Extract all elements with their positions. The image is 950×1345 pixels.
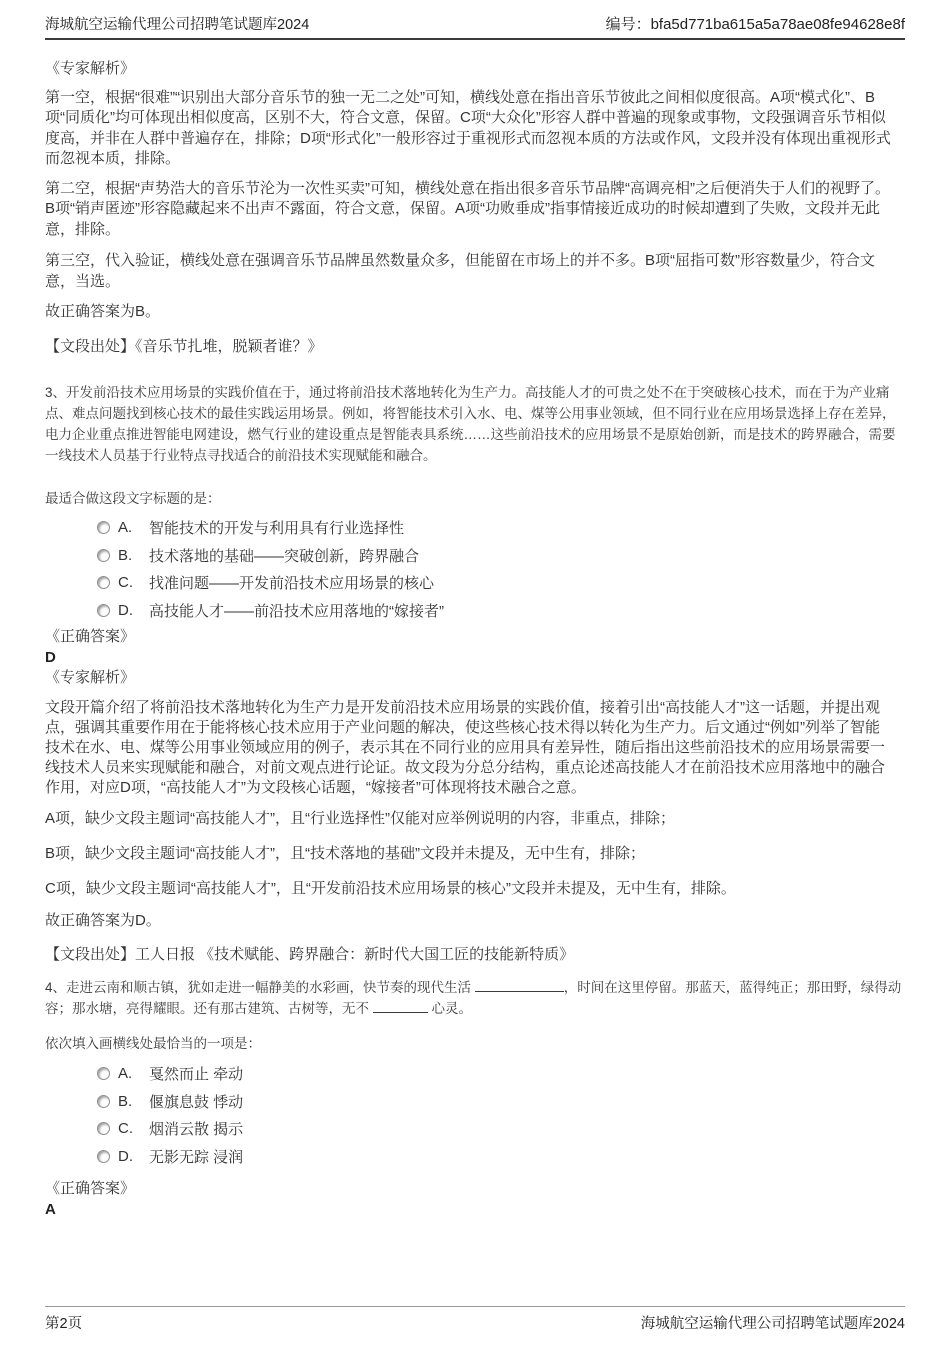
option-letter: B.: [118, 1092, 133, 1110]
question-4-prompt: 依次填入画横线处最恰当的一项是：: [45, 1036, 261, 1051]
radio-button[interactable]: [97, 576, 110, 589]
blank-underline-2: [373, 999, 428, 1013]
correct-answer-line: 故正确答案为D。: [45, 912, 161, 929]
radio-button[interactable]: [97, 604, 110, 617]
correct-answer-header: 《正确答案》: [45, 628, 136, 645]
analysis-option-b: B项，缺少文段主题词“高技能人才”，且“技术落地的基础”文段并未提及，无中生有，排除；: [45, 844, 645, 862]
header-title: 海城航空运输代理公司招聘笔试题库2024: [45, 17, 310, 33]
radio-button[interactable]: [97, 1122, 110, 1135]
analysis-option-a: A项，缺少文段主题词“高技能人才”，且“行业选择性”仅能对应举例说明的内容，非重点，排除；: [45, 809, 675, 827]
page-header: [45, 0, 905, 40]
option-letter: A.: [118, 519, 133, 537]
option-row-c[interactable]: [45, 569, 905, 597]
question-3-text: 3、开发前沿技术应用场景的实践价值在于，通过将前沿技术落地转化为生产力。高技能人才的可贵之处不在于突破核心技术，而在于为产业痛点、难点问题找到核心技术的最佳实践运用场景。例如，将智能技术引入水、电、煤等公用事业领域，但不同行业在应用场景选择上存在差异，电力企业重点推进智能电网建设，燃气行业的建设重点是智能表具系统……这些前沿技术的应用场景不是原始创新，而是技术的跨界融合，需要一线技术人员基于行业特点寻找适合的前沿技术实现赋能和融合。: [45, 385, 896, 463]
question-4-text-part1: 4、走进云南和顺古镇，犹如走进一幅静美的水彩画，快节奏的现代生活: [45, 980, 475, 995]
option-row-b[interactable]: [45, 1088, 905, 1116]
radio-button[interactable]: [97, 521, 110, 534]
option-text: 偃旗息鼓 悸动: [149, 1093, 244, 1111]
expert-analysis-header: 《专家解析》: [45, 669, 136, 686]
source-line: 【文段出处】《音乐节扎堆，脱颖者谁？》: [45, 337, 323, 355]
option-text: 无影无踪 浸润: [149, 1148, 244, 1166]
analysis-paragraph: 第一空，根据“很难”“识别出大部分音乐节的独一无二之处”可知，横线处意在指出音乐节彼此之间相似度很高。A项“模式化”、B项“同质化”均可体现出相似度高，区别不大，符合文意，保留。C项“大众化”形容人群中普遍的现象或事物，文段强调音乐节相似度高，并非在人群中普遍存在，排除；D项“形式化”一般形容过于重视形式而忽视本质的方法或作风，文段并没有体现出重视形式而忽视本质，排除。: [45, 88, 891, 167]
question-4-text-part2: ，时间在这里停留。那蓝天，蓝得纯正；那田野，绿得动容；那水塘，亮得耀眼。还有那古建筑、古树等，无不: [45, 980, 902, 1016]
page-content: [0, 59, 950, 1220]
question-4-text-part3: 心灵。: [427, 1001, 473, 1016]
footer-page-number: 第2页: [45, 1316, 83, 1332]
analysis-option-c: C项，缺少文段主题词“高技能人才”，且“开发前沿技术应用场景的核心”文段并未提及，无中生有，排除。: [45, 879, 736, 897]
option-text: 找准问题——开发前沿技术应用场景的核心: [149, 575, 435, 593]
expert-analysis-header: 《专家解析》: [45, 60, 136, 77]
analysis-paragraph: 文段开篇介绍了将前沿技术落地转化为生产力是开发前沿技术应用场景的实践价值，接着引出“高技能人才”这一话题，并提出观点，强调其重要作用在于能将核心技术应用于产业问题的解决，使这些核心技术得以转化为生产力。后文通过“例如”列举了智能技术在水、电、煤等公用事业领域应用的例子，表示其在不同行业的应用具有差异性，随后指出这些前沿技术的应用场景需要一线技术人员来实现赋能和融合，对前文观点进行论证。故文段为分总分结构，重点论述高技能人才在前沿技术应用落地中的融合作用，对应D项，“高技能人才”为文段核心话题，“嫁接者”可体现将技术融合之意。: [45, 698, 886, 796]
analysis-paragraph: 第三空，代入验证，横线处意在强调音乐节品牌虽然数量众多，但能留在市场上的并不多。B项“屈指可数”形容数量少，符合文意，当选。: [45, 252, 876, 290]
question-3-options: [45, 514, 905, 624]
radio-button[interactable]: [97, 1150, 110, 1163]
option-letter: D.: [118, 601, 133, 619]
option-text: 智能技术的开发与利用具有行业选择性: [149, 520, 405, 538]
radio-button[interactable]: [97, 1067, 110, 1080]
option-letter: C.: [118, 574, 133, 592]
question-4-text: [45, 977, 905, 1019]
footer-title: 海城航空运输代理公司招聘笔试题库2024: [640, 1316, 905, 1332]
option-letter: B.: [118, 546, 133, 564]
question-3-prompt: 最适合做这段文字标题的是：: [45, 491, 221, 506]
analysis-paragraph: 第二空，根据“声势浩大的音乐节沦为一次性买卖”可知，横线处意在指出很多音乐节品牌“高调亮相”之后便消失于人们的视野了。B项“销声匿迹”形容隐藏起来不出声不露面，符合文意，保留。A项“功败垂成”指事情接近成功的时候却遭到了失败，文段并无此意，排除。: [45, 179, 890, 238]
source-line: 【文段出处】工人日报 《技术赋能、跨界融合：新时代大国工匠的技能新特质》: [45, 945, 575, 963]
option-row-a[interactable]: [45, 514, 905, 542]
correct-answer-letter: D: [45, 648, 56, 666]
radio-button[interactable]: [97, 1095, 110, 1108]
option-letter: C.: [118, 1120, 133, 1138]
option-text: 高技能人才——前沿技术应用落地的“嫁接者”: [149, 602, 444, 620]
page-footer: [45, 1306, 905, 1333]
correct-answer-line: 故正确答案为B。: [45, 303, 161, 320]
option-row-d[interactable]: [45, 1143, 905, 1171]
option-letter: D.: [118, 1147, 133, 1165]
question-4-options: [45, 1060, 905, 1170]
option-text: 烟消云散 揭示: [149, 1121, 244, 1139]
option-row-d[interactable]: [45, 597, 905, 625]
option-text: 技术落地的基础——突破创新，跨界融合: [149, 547, 420, 565]
option-row-c[interactable]: [45, 1115, 905, 1143]
blank-underline-1: [475, 978, 564, 992]
option-row-a[interactable]: [45, 1060, 905, 1088]
option-letter: A.: [118, 1065, 133, 1083]
correct-answer-header: 《正确答案》: [45, 1180, 136, 1197]
correct-answer-letter: A: [45, 1200, 56, 1218]
option-row-b[interactable]: [45, 542, 905, 570]
radio-button[interactable]: [97, 549, 110, 562]
header-doc-number: 编号：bfa5d771ba615a5a78ae08fe94628e8f: [605, 16, 905, 33]
option-text: 戛然而止 牵动: [149, 1066, 244, 1084]
